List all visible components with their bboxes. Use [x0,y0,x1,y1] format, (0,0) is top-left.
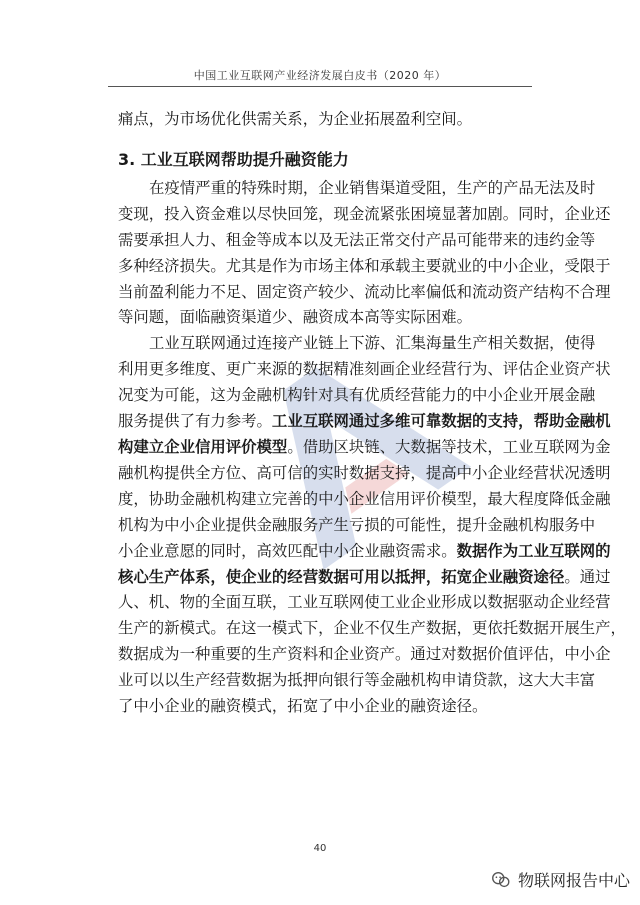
text-line: 变现，投入资金难以尽快回笼，现金流紧张困境显著加剧。同时，企业还 [118,204,611,223]
text-line: 痛点，为市场优化供需关系，为企业拓展盈利空间。 [118,110,472,128]
bold-text: 构建立企业信用评价模型 [118,437,288,456]
text-line [118,565,611,591]
text-line: 度，协助金融机构建立完善的中小企业信用评价模型，最大程度降低金融 [118,489,611,508]
brand-name: 物联网报告中心 [517,871,630,890]
text-line: 融机构提供全方位、高可信的实时数据支持，提高中小企业经营状况透明 [118,463,611,482]
text-span: 小企业意愿的同时，高效匹配中小企业融资需求。 [118,541,457,560]
text-line: 工业互联网通过连接产业链上下游、汇集海量生产相关数据，使得 [149,334,596,353]
text-line [118,409,611,435]
text-line: 人、机、物的全面互联，工业互联网使工业企业形成以数据驱动企业经营 [118,593,611,612]
text-line [118,539,611,565]
page-body [118,107,626,720]
header-rule [108,86,532,87]
text-line: 多种经济损失。尤其是作为市场主体和承载主要就业的中小企业，受限于 [118,256,611,275]
text-span: 。借助区块链、大数据等技术，工业互联网为金 [287,437,611,456]
text-line: 生产的新模式。在这一模式下，企业不仅生产数据，更依托数据开展生产， [118,619,626,638]
text-line: 机构为中小企业提供金融服务产生亏损的可能性，提升金融机构服务中 [118,515,596,534]
section-heading [118,146,522,174]
text-span: 服务提供了有力参考。 [118,412,272,431]
text-line: 况变为可能，这为金融机构针对具有优质经营能力的中小企业开展金融 [118,386,596,405]
text-line: 在疫情严重的特殊时期，企业销售渠道受阻，生产的产品无法及时 [149,178,596,197]
bold-text: 工业互联网通过多维可靠数据的支持，帮助金融机 [271,412,611,431]
running-header: 中国工业互联网产业经济发展白皮书（2020 年） [193,69,447,82]
section-number: 3. [118,149,136,169]
text-line: 业可以以生产经营数据为抵押向银行等金融机构申请贷款，这大大丰富 [118,671,596,690]
bold-text: 核心生产体系，使企业的经营数据可用以抵押，拓宽企业融资途径 [118,567,565,586]
text-line: 数据成为一种重要的生产资料和企业资产。通过对数据价值评估，中小企 [118,645,611,664]
section-title: 工业互联网帮助提升融资能力 [140,149,349,169]
text-line: 利用更多维度、更广来源的数据精准刻画企业经营行为、评估企业资产状 [118,360,611,379]
text-line: 需要承担人力、租金等成本以及无法正常交付产品可能带来的违约金等 [118,230,596,249]
paragraph-2 [118,331,626,720]
footer-brand [490,868,630,891]
paragraph-1 [118,176,611,331]
text-line [118,435,611,461]
bold-text: 数据作为工业互联网的 [456,541,611,560]
page-number: 40 [313,843,327,854]
text-line: 了中小企业的融资模式，拓宽了中小企业的融资途径。 [118,697,488,716]
text-span: 。通过 [564,567,611,586]
wechat-icon [490,869,512,891]
text-line: 等问题，面临融资渠道少、融资成本高等实际困难。 [118,308,472,327]
text-line: 当前盈利能力不足、固定资产较少、流动比率偏低和流动资产结构不合理 [118,282,611,301]
